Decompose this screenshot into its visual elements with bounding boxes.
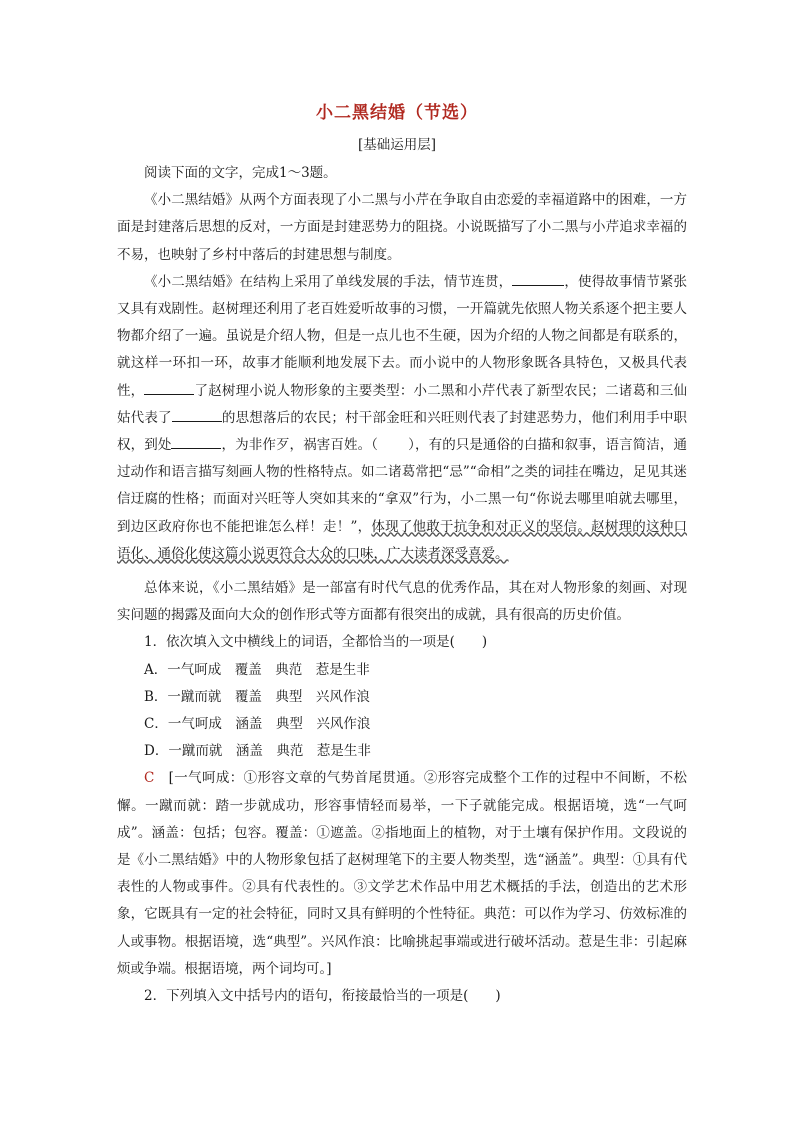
page-title: 小二黑结婚（节选） (316, 103, 478, 123)
passage-paragraph-3: 总体来说，《小二黑结婚》是一部富有时代气息的优秀作品，其在对人物形象的刻画、对现实问题的揭露及面向大众的创作形式等方面都有很突出的成就，具有很高的历史价值。 (117, 580, 687, 624)
q1-option-d: D．一蹴而就 涵盖 典范 惹是生非 (144, 743, 371, 760)
q1-option-c: C．一气呵成 涵盖 典型 兴风作浪 (144, 716, 371, 733)
blank-1 (512, 271, 564, 286)
blank-4 (171, 434, 221, 449)
underlined-sentence: 体现了他敢于抗争和对正义的坚信。赵树理的这种口语化、通俗化使这篇小说更符合大众的口味，广大读者深受喜爱。 (117, 518, 688, 562)
q1-answer-letter: C (144, 770, 155, 787)
q1-answer-explanation: C [一气呵成：①形容文章的气势首尾贯通。②形容完成整个工作的过程中不间断，不松懈。一蹴而就：踏一步就成功，形容事情轻而易举，一下子就能完成。根据语境，选“一气呵成”。涵盖：包括；包容。覆盖：①遮盖。②指地面上的植物，对于土壤有保护作用。文段说的是《小二黑结婚》中的人物形象包括了赵树理笔下的主要人物类型，选“涵盖”。典型：①具有代表性的人物或事件。②具有代表性的。③文学艺术作品中用艺术概括的手法，创造出的艺术形象，它既具有一定的社会特征，同时又具有鲜明的个性特征。典范：可以作为学习、仿效标准的人或事物。根据语境，选“典型”。兴风作浪：比喻挑起事端或进行破坏活动。惹是生非：引起麻烦或争端。根据语境，两个词均可。] (117, 770, 687, 977)
question-1-stem: 1．依次填入文中横线上的词语，全都恰当的一项是( ) (144, 634, 488, 651)
q1-option-a: A．一气呵成 覆盖 典范 惹是生非 (144, 661, 370, 678)
passage-paragraph-1: 《小二黑结婚》从两个方面表现了小二黑与小芹在争取自由恋爱的幸福道路中的困难，一方面是封建落后思想的反对，一方面是封建恶势力的阻挠。小说既描写了小二黑与小芹追求幸福的不易，也映射了乡村中落后的封建思想与制度。 (117, 192, 687, 263)
instructions: 阅读下面的文字，完成1～3题。 (144, 165, 337, 181)
passage-paragraph-2: 《小二黑结婚》在结构上采用了单线发展的手法，情节连贯， ，使得故事情节紧张又具有戏剧性。赵树理还利用了老百姓爱听故事的习惯，一开篇就先依照人物关系逐个把主要人物都介绍了一遍。虽说是介绍人物，但是一点儿也不生硬，因为介绍的人物之间都是有联系的，就这样一环扣一环，故事才能顺利地发展下去。而小说中的人物形象既各具特色，又极具代表性， 了赵树理小说人物形象的主要类型：小二黑和小芹代表了新型农民；二诸葛和三仙姑代表了 的思想落后的农民；村干部金旺和兴旺则代表了封建恶势力，他们利用手中职权，到处 ，为非作歹，祸害百姓。（ ），有的只是通俗的白描和叙事，语言简洁，通过动作和语言描写刻画人物的性格特点。如二诸葛常把“忌”“命相”之类的词挂在嘴边，足见其迷信迂腐的性格；而面对兴旺等人突如其来的“拿双”行为，小二黑一句“你说去哪里咱就去哪里，到边区政府你也不能把谁怎么样！走！”，体现了他敢于抗争和对正义的坚信。赵树理的这种口语化、通俗化使这篇小说更符合大众的口味，广大读者深受喜爱。 (117, 269, 687, 568)
document-body (117, 160, 687, 1010)
section-label: [基础运用层] (357, 137, 437, 153)
question-2-stem: 2．下列填入文中括号内的语句，衔接最恰当的一项是( ) (144, 988, 501, 1005)
blank-3 (172, 407, 222, 422)
q1-option-b: B．一蹴而就 覆盖 典型 兴风作浪 (144, 688, 370, 705)
blank-2 (144, 380, 194, 395)
